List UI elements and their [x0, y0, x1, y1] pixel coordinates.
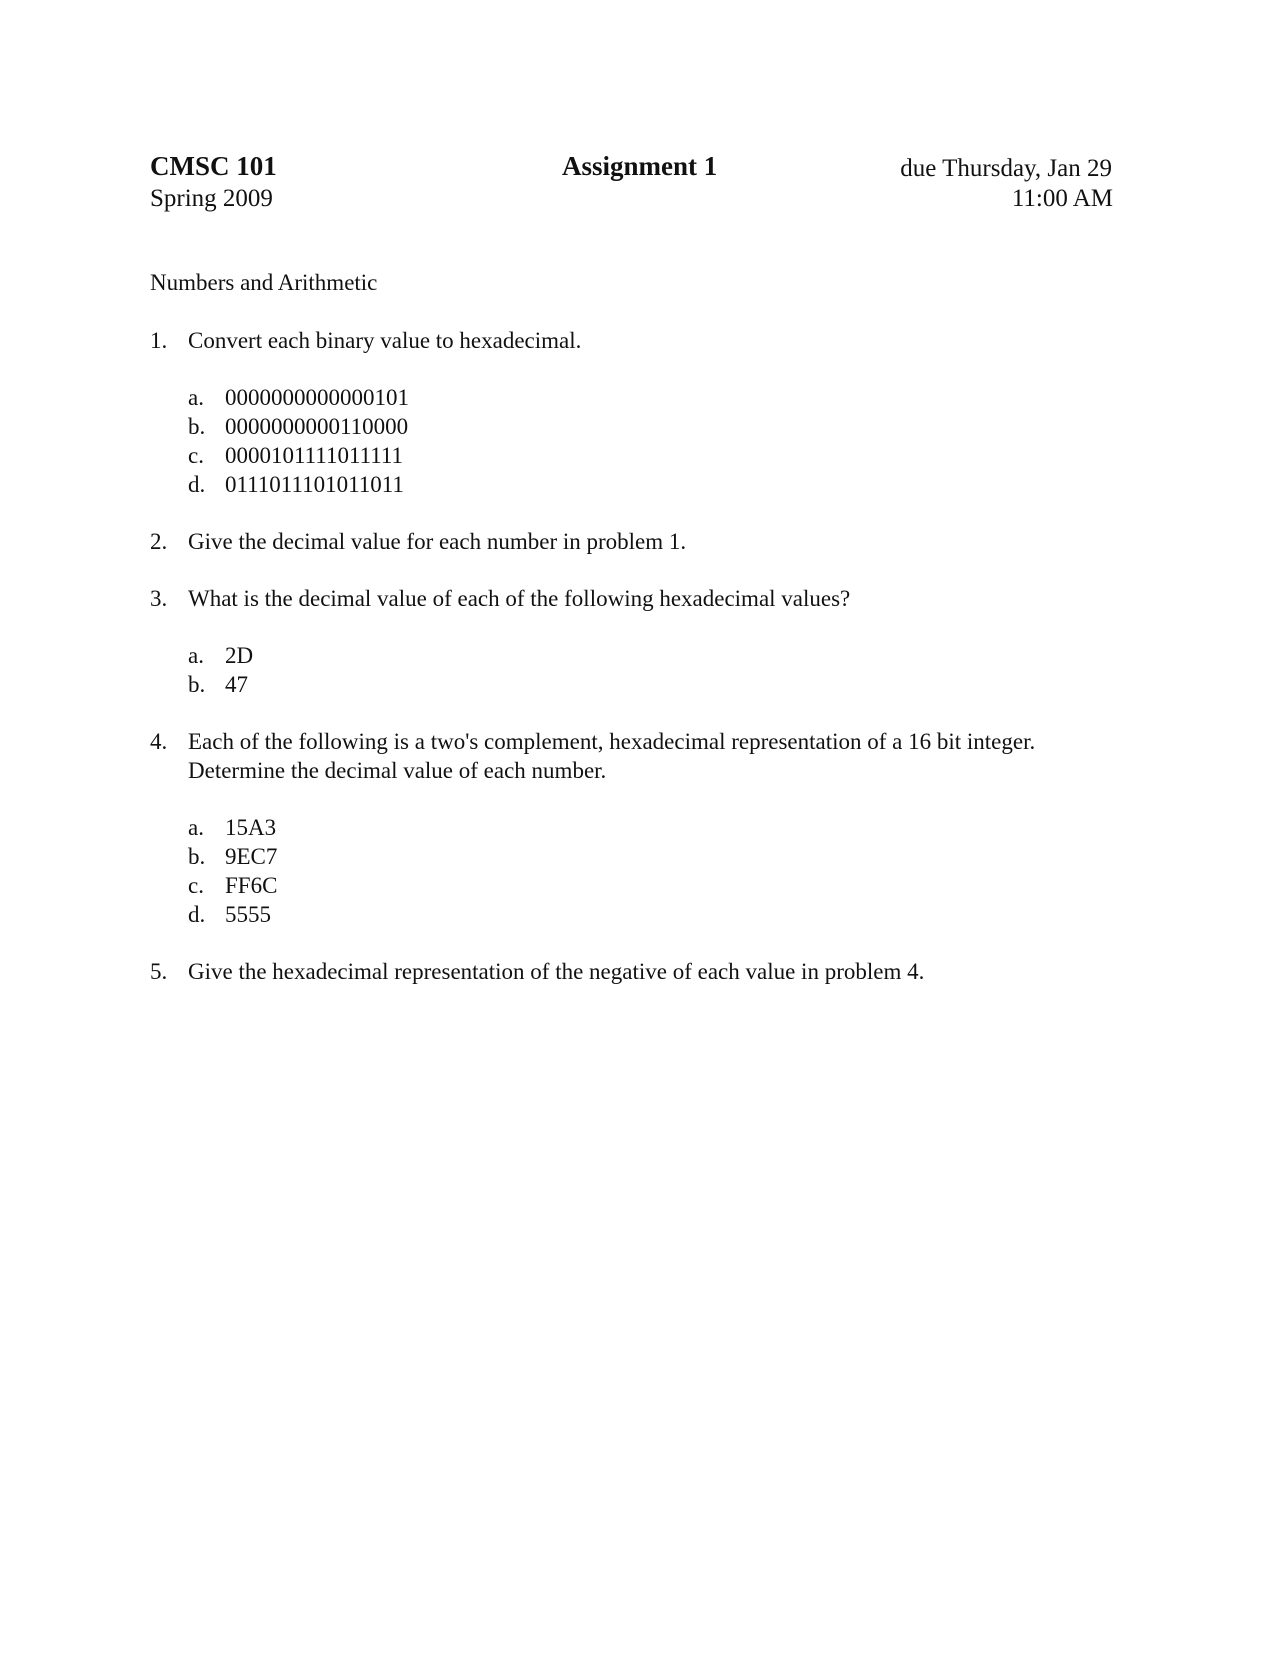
problem-text: Each of the following is a two's complement, hexadecimal representation of a 16 bit integer. Determine the decimal value of each number.: [188, 729, 1036, 783]
item-label: b.: [188, 844, 206, 869]
item-value: 15A3: [225, 815, 277, 840]
problem-items: [188, 813, 1110, 929]
item-value: 0000000000110000: [225, 414, 409, 439]
list-item: [188, 871, 1110, 900]
problem-text: Convert each binary value to hexadecimal.: [188, 328, 582, 353]
due-time: 11:00 AM: [1011, 185, 1113, 212]
list-item: [188, 813, 1110, 842]
list-item: [188, 670, 1110, 699]
list-item: [188, 412, 1110, 441]
item-label: a.: [188, 815, 204, 840]
item-label: d.: [188, 902, 206, 927]
problem-number: 5.: [150, 959, 168, 984]
item-value: 0111011101011011: [225, 472, 404, 497]
problem-number: 1.: [150, 328, 168, 353]
item-value: 0000101111011111: [225, 443, 404, 468]
list-item: [188, 900, 1110, 929]
problem-text: Give the decimal value for each number in problem 1.: [188, 529, 687, 554]
problem-number: 2.: [150, 529, 168, 554]
list-item: [188, 470, 1110, 499]
item-value: 9EC7: [225, 844, 278, 869]
item-label: c.: [188, 873, 204, 898]
problem-items: [188, 641, 1110, 699]
item-label: d.: [188, 472, 206, 497]
problem-number: 4.: [150, 729, 168, 754]
problem-text: Give the hexadecimal representation of the negative of each value in problem 4.: [188, 959, 925, 984]
list-item: [188, 441, 1110, 470]
assignment-title: Assignment 1: [562, 151, 718, 181]
item-value: FF6C: [225, 873, 278, 898]
problem-3: [150, 584, 1110, 699]
item-label: c.: [188, 443, 204, 468]
term: Spring 2009: [150, 185, 273, 212]
item-value: 5555: [225, 902, 271, 927]
item-value: 47: [225, 672, 248, 697]
item-label: a.: [188, 643, 204, 668]
problem-number: 3.: [150, 586, 168, 611]
section-title: Numbers and Arithmetic: [150, 270, 378, 295]
problem-text: What is the decimal value of each of the following hexadecimal values?: [188, 586, 851, 611]
item-label: b.: [188, 414, 206, 439]
problem-4: [150, 727, 1110, 929]
due-date: due Thursday, Jan 29: [900, 155, 1112, 182]
problem-2: [150, 527, 1110, 556]
problem-5: [150, 957, 1110, 986]
item-label: a.: [188, 385, 204, 410]
list-item: [188, 383, 1110, 412]
list-item: [188, 641, 1110, 670]
problem-list: [150, 326, 1110, 1014]
item-value: 2D: [225, 643, 254, 668]
problem-items: [188, 383, 1110, 499]
item-label: b.: [188, 672, 206, 697]
problem-1: [150, 326, 1110, 499]
course-code: CMSC 101: [150, 151, 277, 181]
list-item: [188, 842, 1110, 871]
item-value: 0000000000000101: [225, 385, 409, 410]
